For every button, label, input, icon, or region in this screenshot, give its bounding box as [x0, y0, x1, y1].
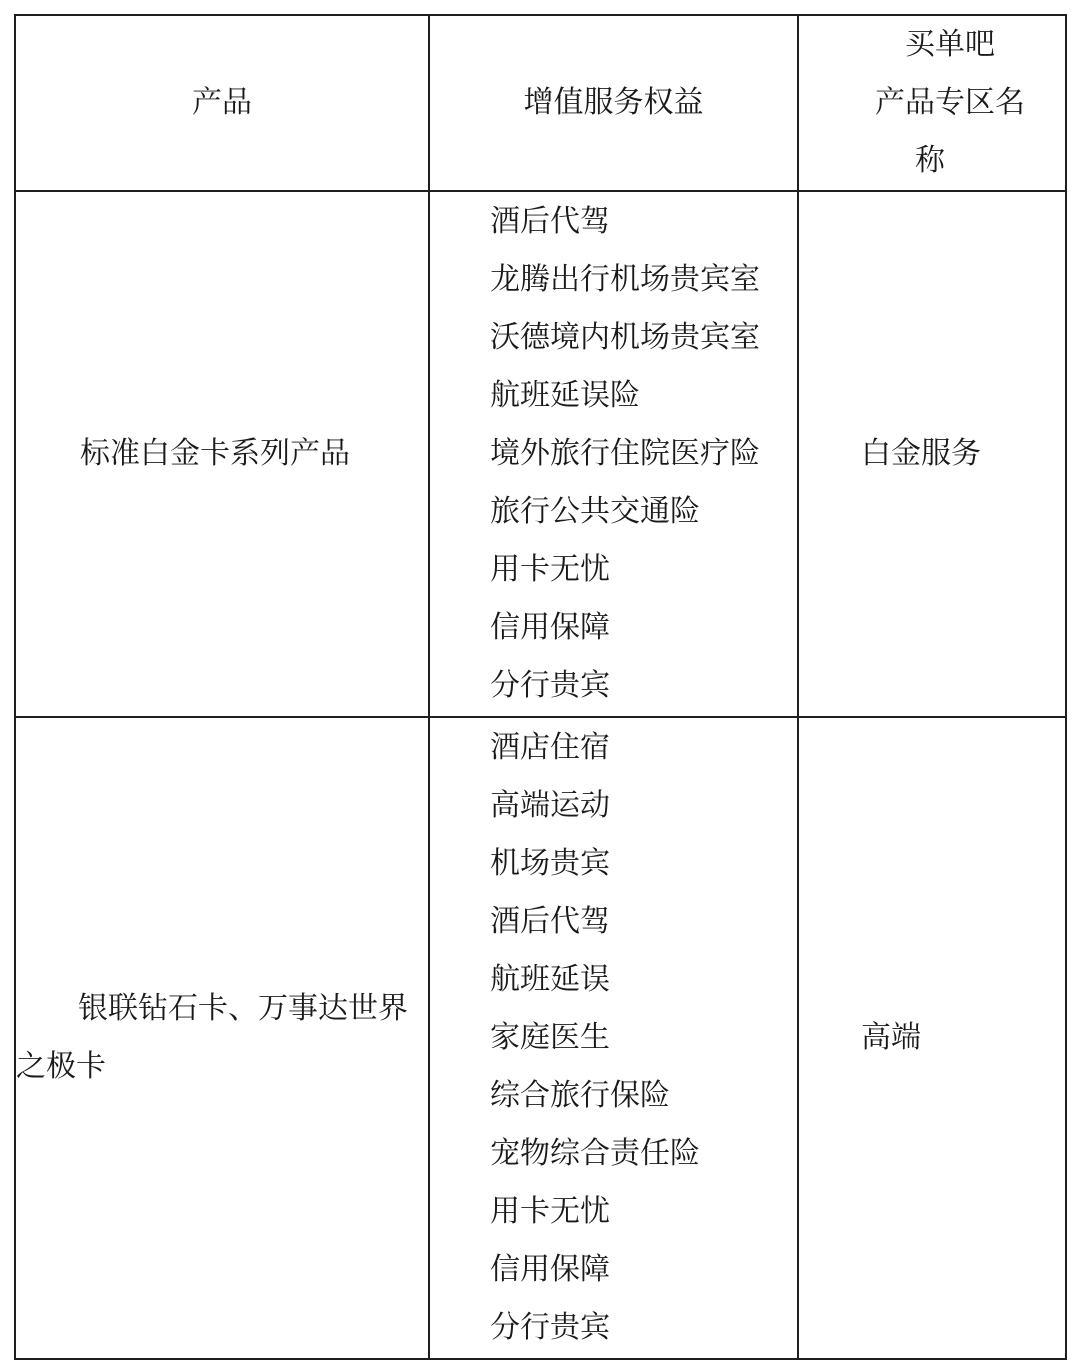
table-header-row [15, 15, 1066, 191]
benefit-item: 分行贵宾 [490, 1310, 610, 1345]
zone-cell [798, 717, 1066, 1359]
product-name: 银联钻石卡、万事达世界之极卡 [16, 991, 408, 1084]
zone-cell [798, 191, 1066, 717]
benefit-item: 分行贵宾 [490, 668, 610, 703]
benefit-item: 旅行公共交通险 [490, 494, 700, 529]
benefit-item: 用卡无忧 [490, 552, 610, 587]
product-name: 标准白金卡系列产品 [80, 436, 350, 471]
benefit-item: 沃德境内机场贵宾室 [490, 320, 760, 355]
table-row [15, 191, 1066, 717]
benefit-item: 宠物综合责任险 [490, 1136, 700, 1171]
zone-name: 白金服务 [861, 436, 981, 471]
header-zone-line2: 产品专区名 [875, 85, 1025, 120]
header-product [15, 15, 429, 191]
header-zone [798, 15, 1066, 191]
benefits-table [14, 14, 1067, 1360]
benefit-item: 酒店住宿 [490, 730, 610, 765]
benefit-item: 酒后代驾 [490, 204, 610, 239]
header-benefits [429, 15, 798, 191]
benefit-item: 境外旅行住院医疗险 [490, 436, 760, 471]
product-cell [15, 717, 429, 1359]
benefit-list [430, 193, 797, 715]
benefit-item: 航班延误险 [490, 378, 640, 413]
benefit-item: 机场贵宾 [490, 846, 610, 881]
benefit-item: 高端运动 [490, 788, 610, 823]
benefits-cell [429, 191, 798, 717]
benefit-item: 家庭医生 [490, 1020, 610, 1055]
table-row [15, 717, 1066, 1359]
benefit-item: 综合旅行保险 [490, 1078, 670, 1113]
header-product-text: 产品 [192, 85, 252, 120]
benefit-item: 酒后代驾 [490, 904, 610, 939]
benefit-list [430, 719, 797, 1357]
benefit-item: 龙腾出行机场贵宾室 [490, 262, 760, 297]
header-zone-line3: 称 [915, 143, 945, 178]
zone-name: 高端 [861, 1020, 921, 1055]
product-cell [15, 191, 429, 717]
benefit-item: 航班延误 [490, 962, 610, 997]
benefit-item: 信用保障 [490, 1252, 610, 1287]
header-zone-line1: 买单吧 [905, 27, 995, 62]
benefit-item: 用卡无忧 [490, 1194, 610, 1229]
header-benefits-text: 增值服务权益 [523, 85, 704, 120]
benefit-item: 信用保障 [490, 610, 610, 645]
benefits-cell [429, 717, 798, 1359]
